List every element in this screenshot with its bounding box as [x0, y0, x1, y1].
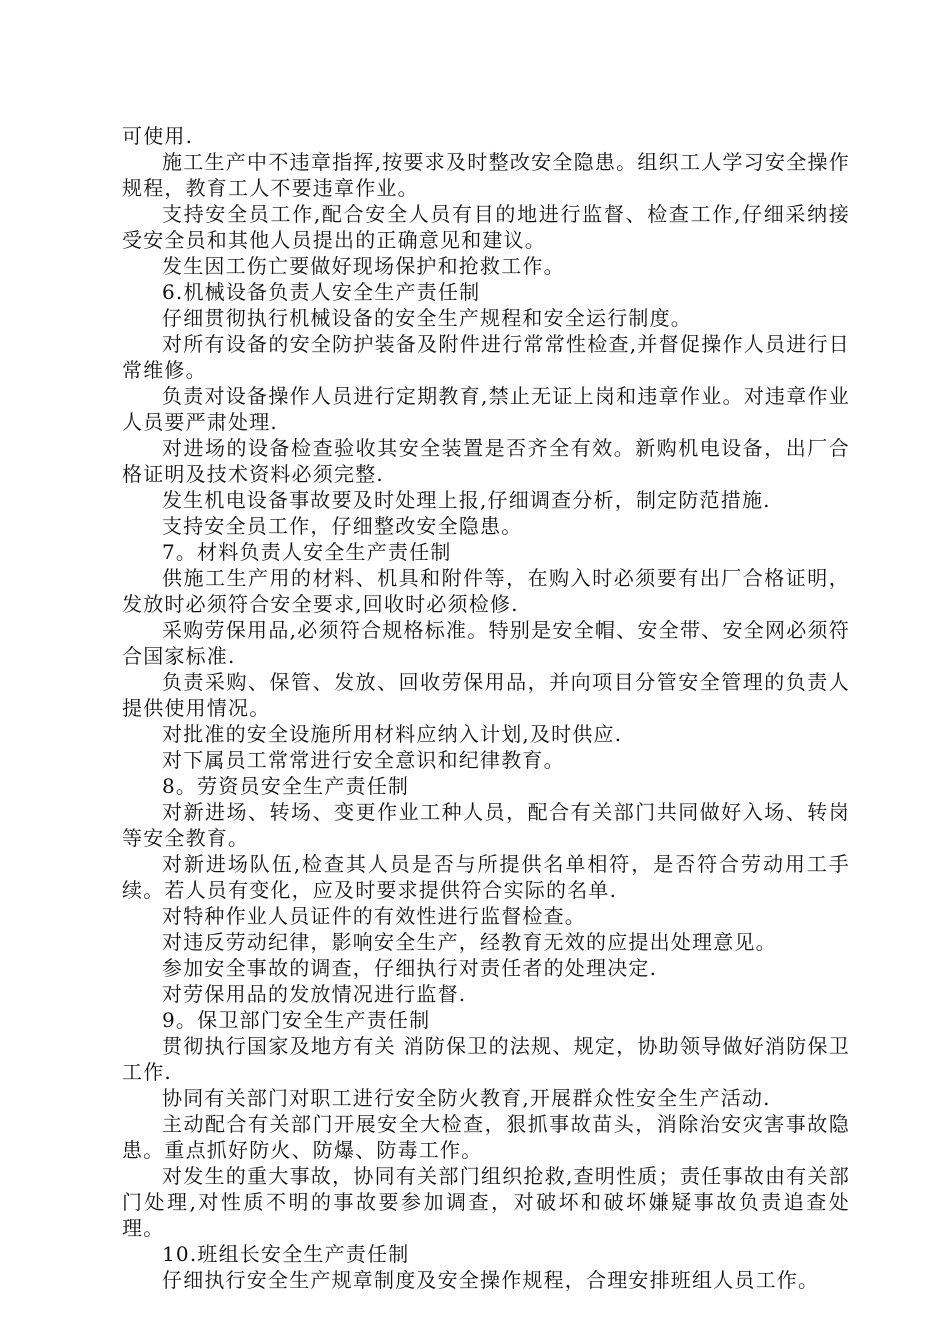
paragraph: 对批准的安全设施所用材料应纳入计划,及时供应. [162, 722, 623, 746]
paragraph: 6.机械设备负责人安全生产责任制 [162, 280, 481, 304]
paragraph: 供施工生产用的材料、机具和附件等，在购入时必须要有出厂合格证明，发放时必须符合安全要求,回收时必须检修. [122, 566, 850, 616]
paragraph: 对新进场、转场、变更作业工种人员，配合有关部门共同做好入场、转岗等安全教育。 [122, 800, 850, 850]
document-body [122, 123, 850, 1293]
paragraph: 10.班组长安全生产责任制 [162, 1242, 410, 1266]
paragraph: 发生机电设备事故要及时处理上报,仔细调查分析，制定防范措施. [162, 488, 771, 512]
paragraph: 9。保卫部门安全生产责任制 [162, 1008, 431, 1032]
paragraph: 对发生的重大事故，协同有关部门组织抢救,查明性质；责任事故由有关部门处理,对性质不明的事故要参加调查，对破坏和破坏嫌疑事故负责追查处理。 [122, 1164, 850, 1240]
paragraph: 对违反劳动纪律，影响安全生产，经教育无效的应提出处理意见。 [162, 930, 777, 954]
paragraph: 对所有设备的安全防护装备及附件进行常常性检查,并督促操作人员进行日常维修。 [122, 332, 850, 382]
paragraph: 对进场的设备检查验收其安全装置是否齐全有效。新购机电设备，出厂合格证明及技术资料必须完整. [122, 436, 850, 486]
paragraph: 主动配合有关部门开展安全大检查，狠抓事故苗头，消除治安灾害事故隐患。重点抓好防火、防爆、防毒工作。 [122, 1112, 850, 1162]
paragraph: 仔细贯彻执行机械设备的安全生产规程和安全运行制度。 [162, 306, 692, 330]
paragraph: 贯彻执行国家及地方有关 消防保卫的法规、规定，协助领导做好消防保卫工作. [122, 1034, 850, 1084]
paragraph: 支持安全员工作，仔细整改安全隐患。 [162, 514, 523, 538]
paragraph: 施工生产中不违章指挥,按要求及时整改安全隐患。组织工人学习安全操作规程，教育工人不要违章作业。 [122, 150, 850, 200]
paragraph: 8。劳资员安全生产责任制 [162, 774, 410, 798]
paragraph: 对劳保用品的发放情况进行监督. [162, 982, 467, 1006]
paragraph: 采购劳保用品,必须符合规格标准。特别是安全帽、安全带、安全网必须符合国家标准. [122, 618, 850, 668]
paragraph: 支持安全员工作,配合安全人员有目的地进行监督、检查工作,仔细采纳接受安全员和其他人员提出的正确意见和建议。 [122, 202, 850, 252]
paragraph: 参加安全事故的调查，仔细执行对责任者的处理决定. [162, 956, 658, 980]
paragraph: 发生因工伤亡要做好现场保护和抢救工作。 [162, 254, 565, 278]
paragraph: 协同有关部门对职工进行安全防火教育,开展群众性安全生产活动. [162, 1086, 771, 1110]
paragraph: 7。材料负责人安全生产责任制 [162, 540, 452, 564]
paragraph: 负责对设备操作人员进行定期教育,禁止无证上岗和违章作业。对违章作业人员要严肃处理. [122, 384, 850, 434]
paragraph: 对下属员工常常进行安全意识和纪律教育。 [162, 748, 565, 772]
paragraph: 仔细执行安全生产规章制度及安全操作规程，合理安排班组人员工作。 [162, 1268, 820, 1292]
paragraph: 可使用. [122, 124, 194, 148]
paragraph: 负责采购、保管、发放、回收劳保用品，并向项目分管安全管理的负责人提供使用情况。 [122, 670, 850, 720]
paragraph: 对特种作业人员证件的有效性进行监督检查。 [162, 904, 586, 928]
paragraph: 对新进场队伍,检查其人员是否与所提供名单相符，是否符合劳动用工手续。若人员有变化，应及时要求提供符合实际的名单. [122, 852, 850, 902]
